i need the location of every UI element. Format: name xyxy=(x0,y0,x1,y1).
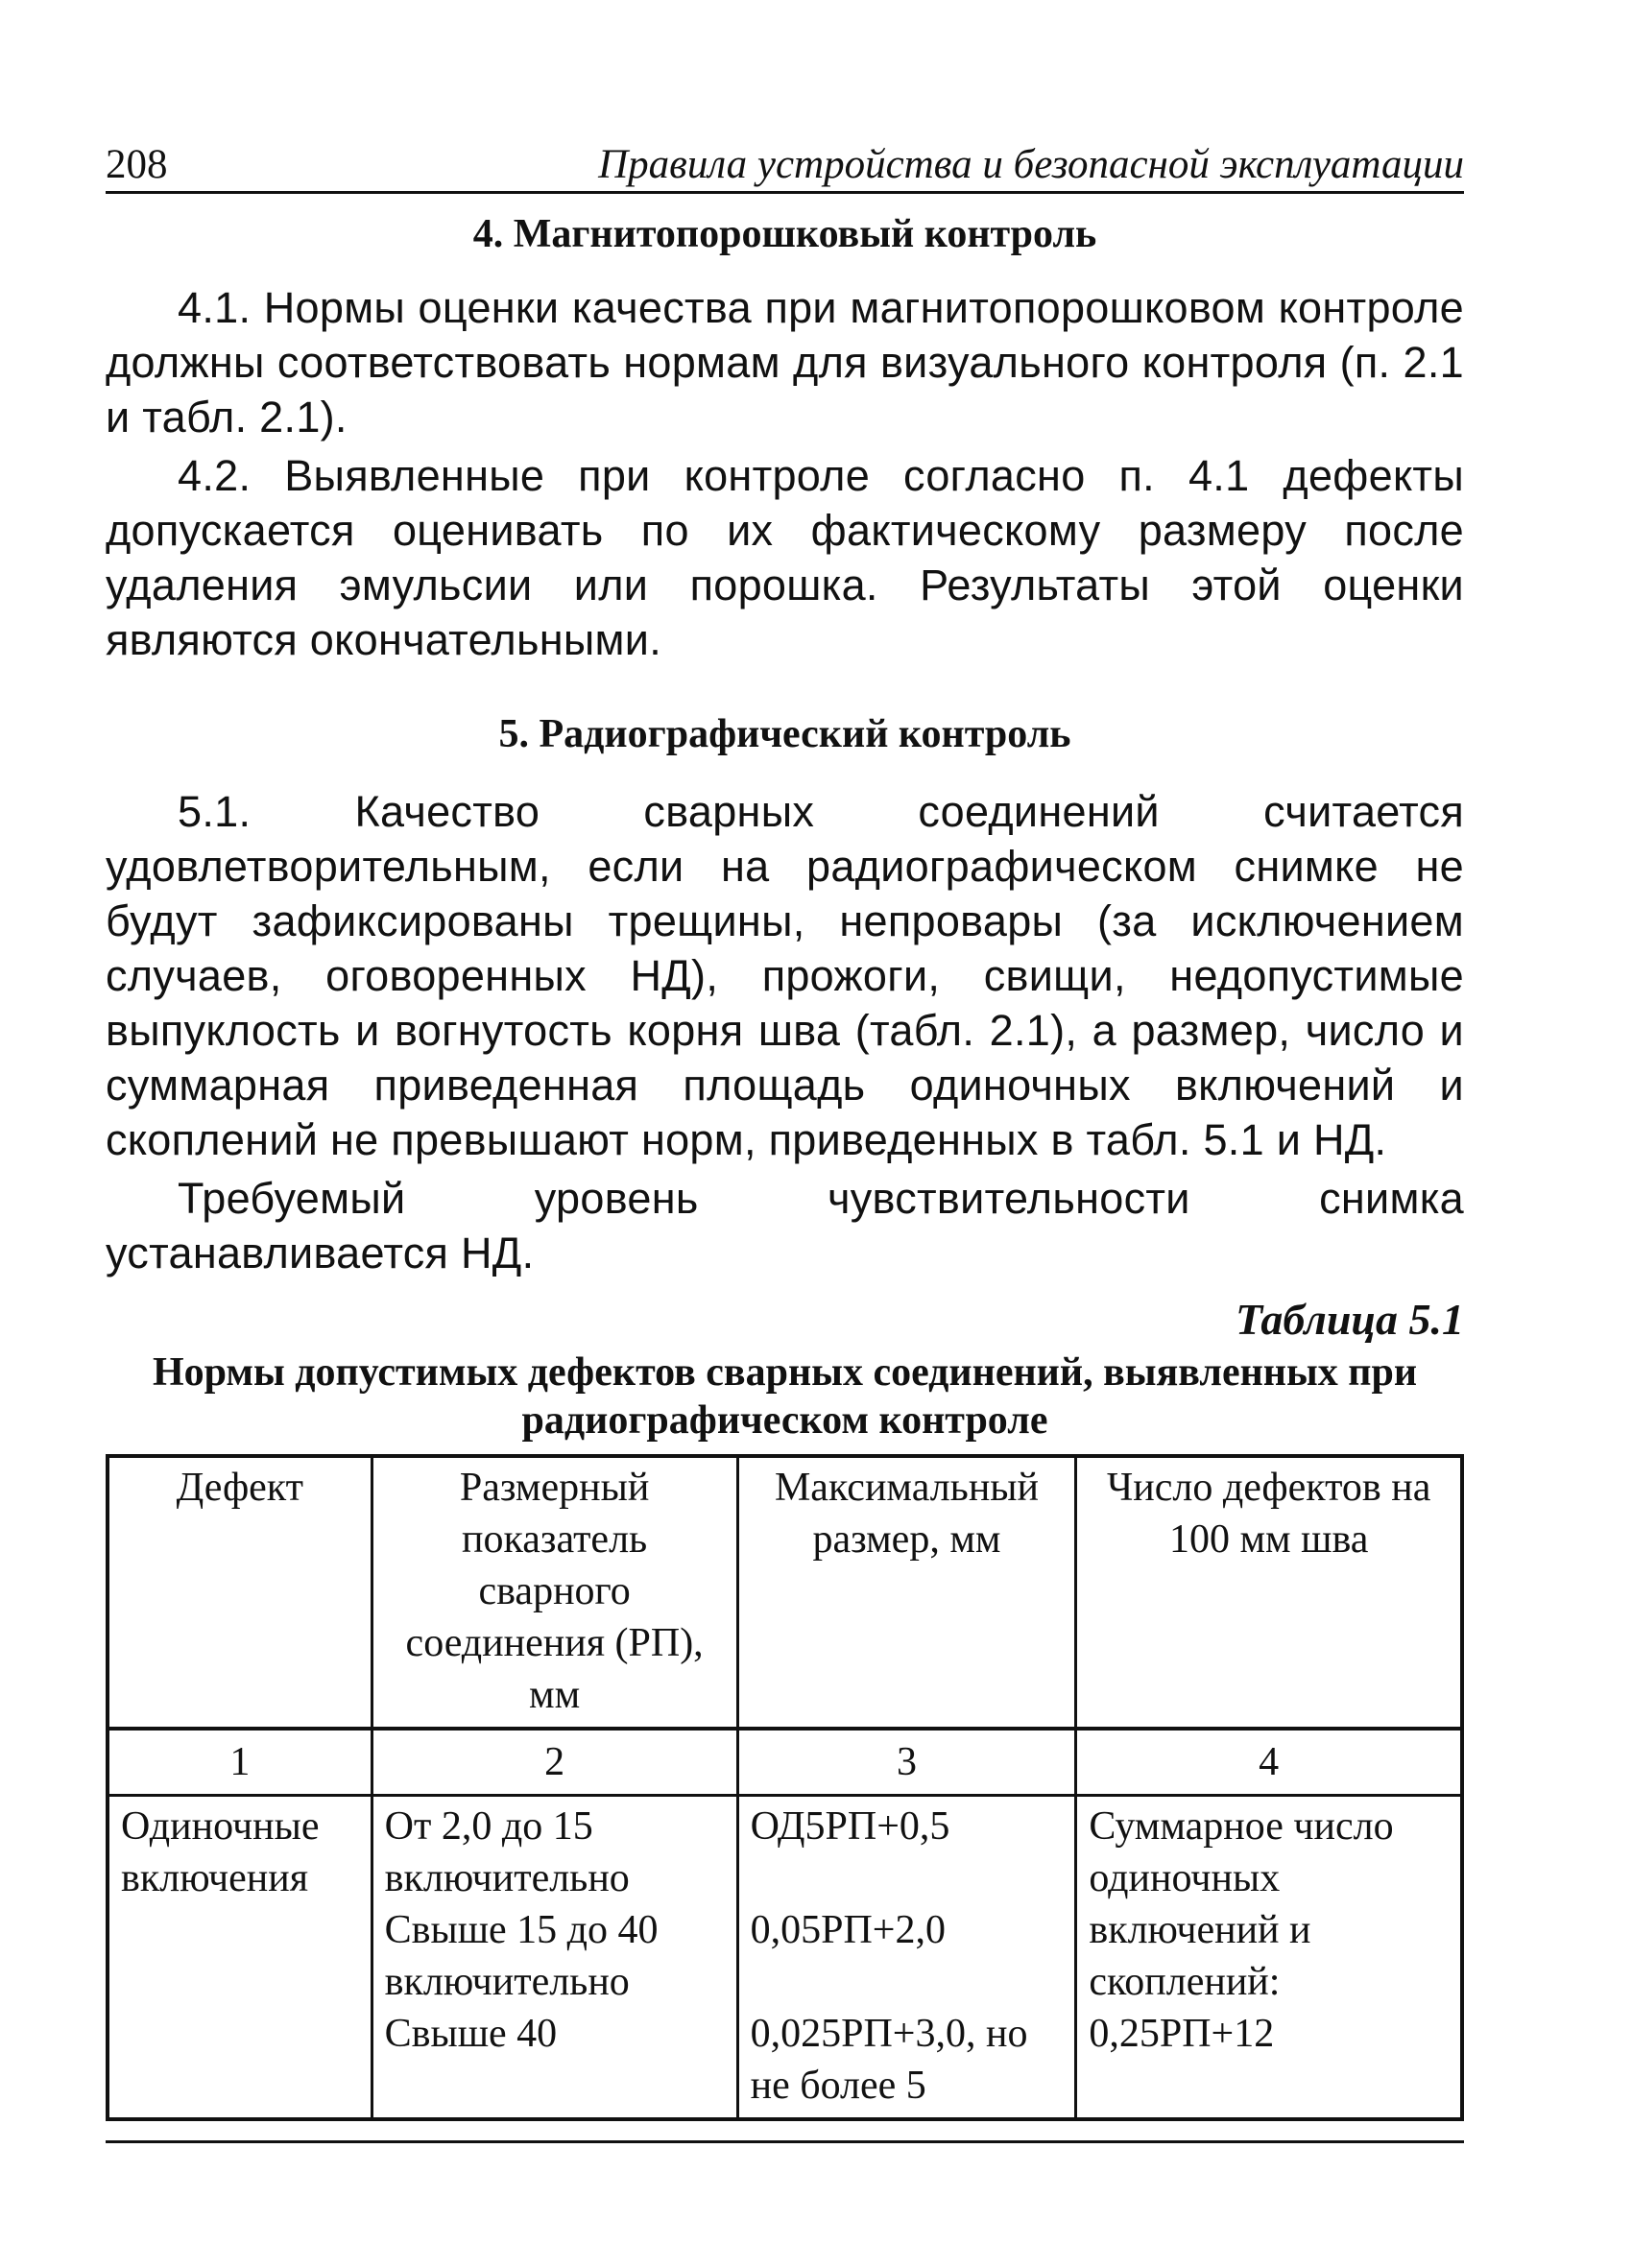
page-number: 208 xyxy=(106,142,168,187)
paragraph-4-2: 4.2. Выявленные при контроле согласно п. 4.1 дефекты допускается оценивать по их фактическому размеру после удаления эмульсии или порошка. Результаты этой оценки являются окончательными. xyxy=(106,451,1464,664)
document-page xyxy=(106,144,1464,2143)
cell-count: Суммарное число одиночных включений и скоплений: 0,25РП+12 xyxy=(1076,1796,1462,2120)
column-number: 1 xyxy=(108,1729,372,1796)
table-title: Нормы допустимых дефектов сварных соединений, выявленных при радиографическом контроле xyxy=(152,1350,1418,1443)
header-max-size: Максимальный размер, мм xyxy=(737,1456,1076,1729)
table-column-numbers-row xyxy=(108,1729,1462,1796)
defects-table xyxy=(106,1454,1464,2121)
table-row xyxy=(108,1796,1462,2120)
table-caption: Таблица 5.1 xyxy=(1235,1295,1464,1344)
running-header xyxy=(106,144,1464,194)
rp-range: От 2,0 до 15 включительно xyxy=(384,1804,630,1900)
column-number: 2 xyxy=(372,1729,737,1796)
paragraph-5-2: Требуемый уровень чувствительности снимка устанавливается НД. xyxy=(106,1174,1464,1277)
column-number: 3 xyxy=(737,1729,1076,1796)
section-5-heading: 5. Радиографический контроль xyxy=(498,712,1071,756)
cell-defect: Одиночные включения xyxy=(108,1796,372,2120)
rp-range: Свыше 40 xyxy=(384,2012,558,2056)
rp-range: Свыше 15 до 40 включительно xyxy=(384,1908,659,2004)
paragraph-5-1: 5.1. Качество сварных соединений считается удовлетворительным, если на радиографическом снимке не будут зафиксированы трещины, непровары (за исключением случаев, оговоренных НД), прожоги, свищи, недопустимые выпуклость и вогнутость корня шва (табл. 2.1), а размер, число и суммарная приведенная площадь одиночных включений и скоплений не превышают норм, приведенных в табл. 5.1 и НД. xyxy=(106,787,1464,1164)
footer-rule xyxy=(106,2140,1464,2143)
header-rp: Размерный показатель сварного соединения (РП), мм xyxy=(372,1456,737,1729)
book-title: Правила устройства и безопасной эксплуатации xyxy=(598,142,1464,187)
max-size-value: ОД5РП+0,5 xyxy=(750,1804,950,1849)
cell-rp xyxy=(372,1796,737,2120)
max-size-value: 0,05РП+2,0 xyxy=(750,1908,946,1952)
header-defect: Дефект xyxy=(108,1456,372,1729)
paragraph-4-1: 4.1. Нормы оценки качества при магнитопорошковом контроле должны соответствовать нормам для визуального контроля (п. 2.1 и табл. 2.1). xyxy=(106,283,1464,442)
section-4-heading: 4. Магнитопорошковый контроль xyxy=(472,212,1097,256)
max-size-value: 0,025РП+3,0, но не более 5 xyxy=(750,2012,1028,2108)
column-number: 4 xyxy=(1076,1729,1462,1796)
cell-max-size xyxy=(737,1796,1076,2120)
table-header-row xyxy=(108,1456,1462,1729)
header-count: Число дефектов на 100 мм шва xyxy=(1076,1456,1462,1729)
